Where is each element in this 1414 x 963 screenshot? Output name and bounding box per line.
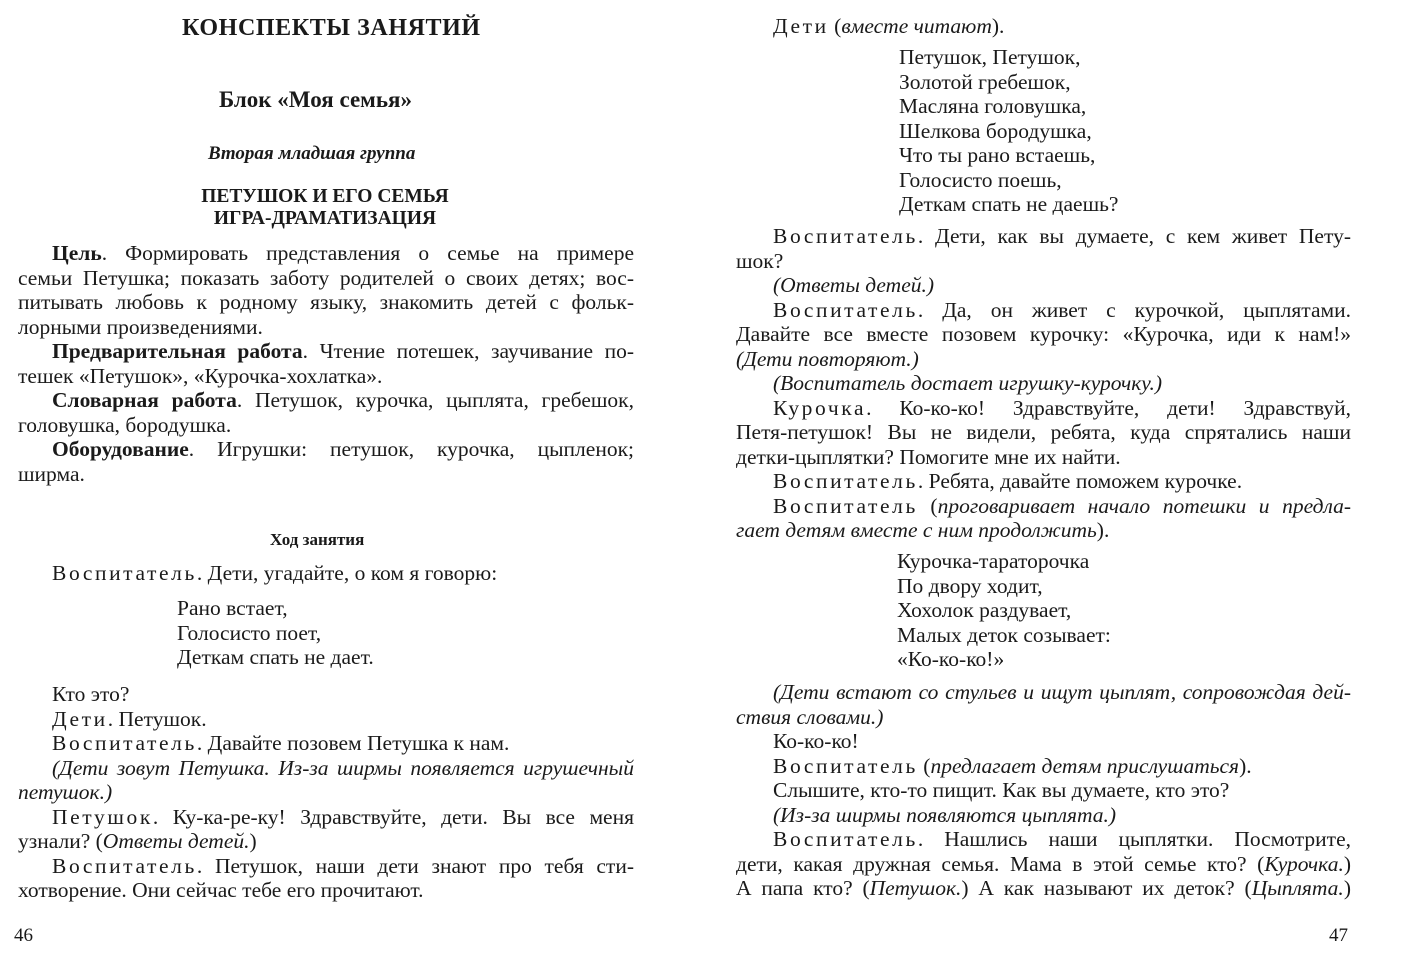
text-line: шок? <box>736 248 784 273</box>
stage-direction: (Дети встают со стульев и ищут цыплят, сопровождая дей- <box>773 680 1351 704</box>
poem-line: Голосисто поешь, <box>899 167 1062 192</box>
page-number: 47 <box>1329 925 1348 946</box>
poem-line: «Ко-ко-ко!» <box>897 647 1005 671</box>
text-line: дети, какая дружная семья. Мама в этой семье кто? (Курочка.) <box>736 851 1351 876</box>
lesson-goal <box>18 241 634 486</box>
text-line: Ко-ко-ко! <box>773 729 859 753</box>
poem-line: По двору ходит, <box>897 573 1043 598</box>
text-line: Петушок. Ку-ка-ре-ку! Здравствуйте, дети. Вы все меня <box>52 804 634 829</box>
text-line: Воспитатель. Петушок, наши дети знают про тебя сти- <box>52 853 634 878</box>
text-line: Воспитатель. Давайте позовем Петушка к нам. <box>52 731 510 755</box>
text-line: головушка, бородушка. <box>18 412 232 437</box>
stage-direction: ствия словами.) <box>736 704 884 729</box>
dialogue-line: Воспитатель. Дети, угадайте, о ком я говорю: <box>52 561 498 585</box>
text-line: ширма. <box>18 461 85 486</box>
text-line: хотворение. Они сейчас тебе его прочитают. <box>18 878 424 902</box>
block-title: Блок «Моя семья» <box>219 87 412 112</box>
text-line: Оборудование. Игрушки: петушок, курочка, цыпленок; <box>52 437 634 461</box>
poem-line: Шелкова бородушка, <box>899 118 1092 143</box>
text-line: узнали? (Ответы детей.) <box>18 829 257 853</box>
dialogue <box>18 682 634 903</box>
lesson-title-line: ПЕТУШОК И ЕГО СЕМЬЯ <box>201 186 449 207</box>
stage-direction: (Дети повторяют.) <box>736 346 919 371</box>
text-line: А папа кто? (Петушок.) А как называют их деток? (Цыплята.) <box>736 876 1351 900</box>
poem-line: Малых деток созывает: <box>897 622 1111 647</box>
dialogue-line: Дети (вместе читают). <box>773 14 1005 38</box>
riddle-line: Голосисто поет, <box>177 620 322 645</box>
text-line: Цель. Формировать представления о семье на примере <box>52 241 634 265</box>
text-line: Предварительная работа. Чтение потешек, заучивание по- <box>52 339 634 363</box>
text-line: Курочка. Ко-ко-ко! Здравствуйте, дети! Здравствуй, <box>773 395 1351 420</box>
right-page <box>707 0 1414 963</box>
riddle-line: Деткам спать не дает. <box>177 645 374 669</box>
text-line: Воспитатель (проговаривает начало потешки и предла- <box>773 493 1352 518</box>
text-line: Воспитатель. Нашлись наши цыплятки. Посмотрите, <box>773 827 1351 851</box>
stage-direction: (Дети зовут Петушка. Из-за ширмы появляется игрушечный <box>52 755 634 780</box>
poem-line: Курочка-тараторочка <box>897 549 1090 573</box>
poem-line: Хохолок раздувает, <box>897 598 1072 622</box>
text-line: детки-цыплятки? Помогите мне их найти. <box>736 444 1121 469</box>
lesson-title-line: ИГРА-ДРАМАТИЗАЦИЯ <box>213 208 437 229</box>
text-line: тешек «Петушок», «Курочка-хохлатка». <box>18 363 383 388</box>
text-line: Воспитатель. Да, он живет с курочкой, цыплятами. <box>773 297 1351 322</box>
text-line: Петя-петушок! Вы не видели, ребята, куда спрятались наши <box>736 420 1351 444</box>
poem-line: Масляна головушка, <box>899 94 1087 118</box>
page-number: 46 <box>14 925 33 946</box>
poem <box>899 45 1118 217</box>
text-line: лорными произведениями. <box>18 314 263 339</box>
text-line: гает детям вместе с ним продолжить). <box>736 518 1110 542</box>
group-title: Вторая младшая группа <box>208 143 416 164</box>
text-line: питывать любовь к родному языку, знакомить детей с фольк- <box>18 290 634 314</box>
stage-direction: (Ответы детей.) <box>773 273 935 297</box>
poem-line: Деткам спать не даешь? <box>899 192 1119 216</box>
poem-line: Что ты рано встаешь, <box>899 143 1096 167</box>
riddle <box>177 596 374 670</box>
text-line: Дети. Петушок. <box>52 706 207 731</box>
stage-direction: петушок.) <box>18 780 113 804</box>
text-line: Кто это? <box>52 682 130 706</box>
text-line: Воспитатель (предлагает детям прислушаться). <box>773 753 1252 778</box>
text-line: Воспитатель. Ребята, давайте поможем курочке. <box>773 469 1243 493</box>
dialogue <box>736 680 1351 901</box>
poem-line: Петушок, Петушок, <box>899 45 1081 69</box>
stage-direction: (Воспитатель достает игрушку-курочку.) <box>773 371 1162 395</box>
text-line: семьи Петушка; показать заботу родителей о своих детях; вос- <box>18 265 634 290</box>
text-line: Словарная работа. Петушок, курочка, цыплята, гребешок, <box>52 388 634 412</box>
text-line: Давайте все вместе позовем курочку: «Курочка, иди к нам!» <box>736 322 1351 346</box>
text-line: Воспитатель. Дети, как вы думаете, с кем живет Пету- <box>773 224 1351 248</box>
poem <box>897 549 1111 672</box>
dialogue <box>736 224 1351 543</box>
lesson-title <box>180 186 470 230</box>
course-heading: Ход занятия <box>270 530 365 549</box>
section-title: КОНСПЕКТЫ ЗАНЯТИЙ <box>182 15 481 41</box>
poem-line: Золотой гребешок, <box>899 69 1071 94</box>
stage-direction: (Из-за ширмы появляются цыплята.) <box>773 802 1117 827</box>
riddle-line: Рано встает, <box>177 596 288 620</box>
text-line: Слышите, кто-то пищит. Как вы думаете, кто это? <box>773 778 1230 802</box>
